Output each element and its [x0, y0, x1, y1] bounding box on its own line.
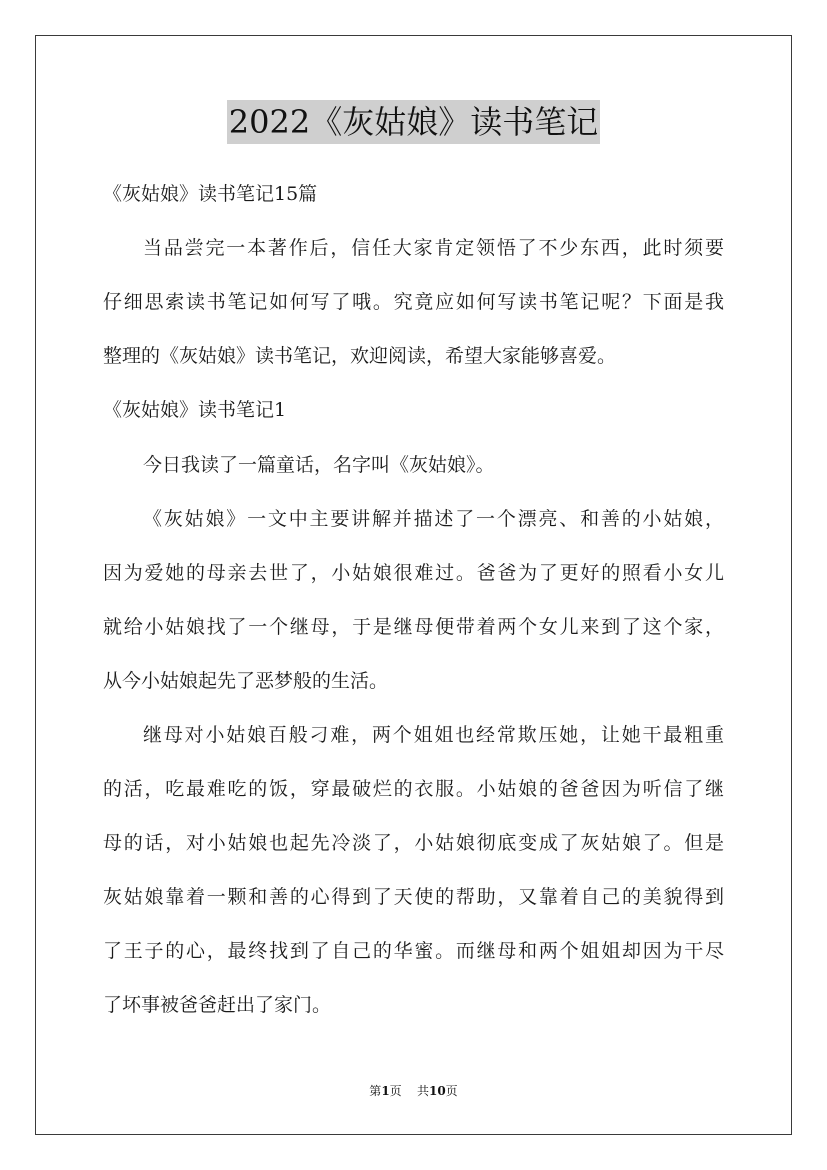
para3-line-1: 继母对小姑娘百般刁难，两个姐姐也经常欺压她，让她干最粗重 — [143, 724, 724, 746]
para3-line-2: 的活，吃最难吃的饭，穿最破烂的衣服。小姑娘的爸爸因为听信了继 — [103, 778, 724, 800]
footer-total-prefix: 共 — [416, 1084, 429, 1098]
para2-line-1: 《灰姑娘》一文中主要讲解并描述了一个漂亮、和善的小姑娘， — [143, 508, 724, 530]
para3-line-5: 了王子的心，最终找到了自己的华蜜。而继母和两个姐姐却因为干尽 — [103, 940, 724, 962]
para1-line-1: 今日我读了一篇童话，名字叫《灰姑娘》。 — [143, 454, 495, 476]
document-title: 2022《灰姑娘》读书笔记 — [227, 100, 600, 144]
section-heading: 《灰姑娘》读书笔记1 — [103, 399, 287, 421]
page-footer — [0, 1083, 827, 1099]
para3-line-6: 了坏事被爸爸赶出了家门。 — [103, 994, 332, 1016]
document-subtitle: 《灰姑娘》读书笔记15篇 — [103, 183, 318, 205]
intro-line-2: 仔细思索读书笔记如何写了哦。究竟应如何写读书笔记呢？下面是我 — [103, 291, 724, 313]
footer-total-number: 10 — [428, 1084, 446, 1098]
intro-line-1: 当品尝完一本著作后，信任大家肯定领悟了不少东西，此时须要 — [143, 237, 724, 259]
footer-page-number: 1 — [381, 1084, 390, 1098]
footer-page-suffix: 页 — [389, 1084, 402, 1098]
footer-total-suffix: 页 — [445, 1084, 458, 1098]
para3-line-3: 母的话，对小姑娘也起先冷淡了，小姑娘彻底变成了灰姑娘了。但是 — [103, 832, 724, 854]
para2-line-3: 就给小姑娘找了一个继母，于是继母便带着两个女儿来到了这个家， — [103, 616, 724, 638]
para2-line-4: 从今小姑娘起先了恶梦般的生活。 — [103, 670, 389, 692]
title-container — [0, 100, 827, 144]
intro-line-3: 整理的《灰姑娘》读书笔记，欢迎阅读，希望大家能够喜爱。 — [103, 345, 617, 367]
para3-line-4: 灰姑娘靠着一颗和善的心得到了天使的帮助，又靠着自己的美貌得到 — [103, 886, 724, 908]
footer-page-prefix: 第 — [369, 1084, 382, 1098]
para2-line-2: 因为爱她的母亲去世了，小姑娘很难过。爸爸为了更好的照看小女儿 — [103, 562, 724, 584]
